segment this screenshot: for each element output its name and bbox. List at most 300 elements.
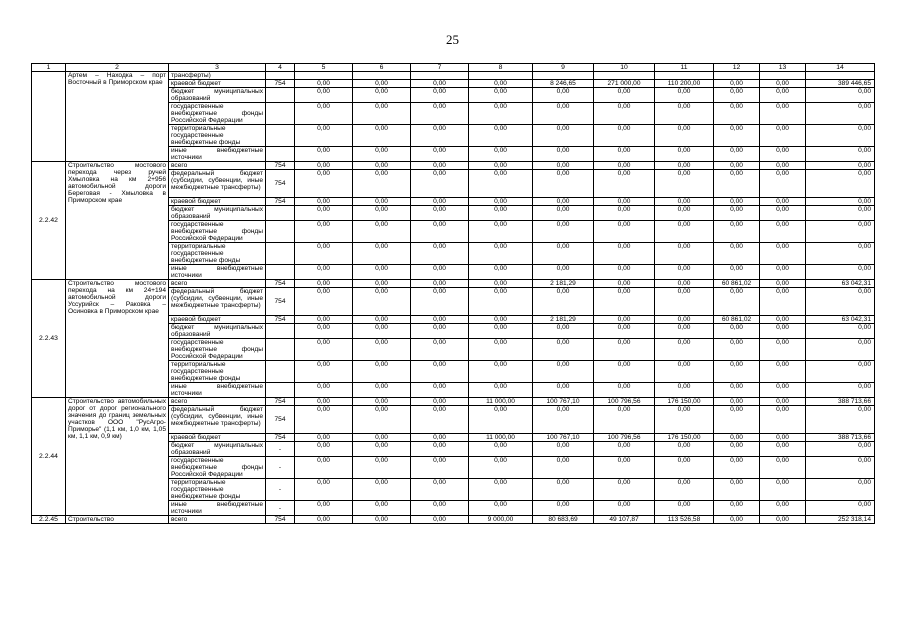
- amount-cell: 0,00: [760, 147, 806, 162]
- amount-cell: 0,00: [353, 265, 411, 280]
- amount-cell: 0,00: [353, 147, 411, 162]
- funding-source: федеральный бюджет (субсидии, субвенции, иные межбюджетные трансферты): [169, 288, 266, 316]
- column-4-value: 754: [266, 516, 295, 524]
- column-4-value: 754: [266, 170, 295, 198]
- amount-cell: 0,00: [714, 103, 760, 125]
- amount-cell: [714, 72, 760, 80]
- amount-cell: 2 181,29: [533, 280, 594, 288]
- amount-cell: [760, 72, 806, 80]
- amount-cell: 0,00: [714, 198, 760, 206]
- amount-cell: 0,00: [760, 457, 806, 479]
- amount-cell: 0,00: [411, 243, 469, 265]
- amount-cell: 0,00: [353, 406, 411, 434]
- amount-cell: 0,00: [760, 479, 806, 501]
- amount-cell: [469, 72, 533, 80]
- amount-cell: [655, 72, 714, 80]
- column-number-7: 7: [411, 64, 469, 72]
- amount-cell: 0,00: [760, 243, 806, 265]
- amount-cell: 0,00: [411, 501, 469, 516]
- amount-cell: 0,00: [469, 162, 533, 170]
- amount-cell: 0,00: [655, 221, 714, 243]
- amount-cell: 0,00: [594, 457, 655, 479]
- amount-cell: 0,00: [594, 125, 655, 147]
- amount-cell: 0,00: [469, 361, 533, 383]
- amount-cell: 0,00: [411, 406, 469, 434]
- amount-cell: 0,00: [594, 324, 655, 339]
- item-code: 2.2.45: [32, 516, 66, 524]
- amount-cell: 0,00: [411, 206, 469, 221]
- amount-cell: 0,00: [806, 479, 875, 501]
- amount-cell: [353, 72, 411, 80]
- funding-source: всего: [169, 162, 266, 170]
- amount-cell: 0,00: [594, 339, 655, 361]
- amount-cell: 0,00: [594, 243, 655, 265]
- amount-cell: 0,00: [655, 457, 714, 479]
- amount-cell: 0,00: [295, 501, 353, 516]
- amount-cell: 0,00: [469, 198, 533, 206]
- column-4-value: [266, 88, 295, 103]
- funding-source: иные внебюджетные источники: [169, 265, 266, 280]
- column-4-value: -: [266, 442, 295, 457]
- funding-source: краевой бюджет: [169, 434, 266, 442]
- budget-table: [31, 63, 875, 524]
- amount-cell: 0,00: [760, 162, 806, 170]
- column-4-value: 754: [266, 316, 295, 324]
- amount-cell: 0,00: [411, 442, 469, 457]
- amount-cell: 0,00: [295, 147, 353, 162]
- amount-cell: 0,00: [760, 125, 806, 147]
- item-name: Строительство мостового перехода на км 24+194 автомобильной дороги Уссурийск – Раковка – Осиновка в Приморском крае: [66, 280, 169, 398]
- amount-cell: 0,00: [295, 288, 353, 316]
- amount-cell: 0,00: [411, 125, 469, 147]
- funding-source: иные внебюджетные источники: [169, 501, 266, 516]
- amount-cell: 0,00: [533, 88, 594, 103]
- column-4-value: 754: [266, 434, 295, 442]
- column-4-value: -: [266, 501, 295, 516]
- amount-cell: 11 000,00: [469, 434, 533, 442]
- amount-cell: 0,00: [295, 457, 353, 479]
- column-4-value: [266, 324, 295, 339]
- funding-source: бюджет муниципальных образований: [169, 442, 266, 457]
- item-code: 2.2.43: [32, 280, 66, 398]
- amount-cell: 0,00: [714, 170, 760, 198]
- amount-cell: 0,00: [655, 339, 714, 361]
- amount-cell: 0,00: [411, 516, 469, 524]
- amount-cell: 0,00: [760, 501, 806, 516]
- amount-cell: 63 042,31: [806, 280, 875, 288]
- amount-cell: 0,00: [806, 147, 875, 162]
- amount-cell: 0,00: [353, 288, 411, 316]
- amount-cell: 49 107,87: [594, 516, 655, 524]
- amount-cell: 0,00: [295, 479, 353, 501]
- amount-cell: 0,00: [353, 361, 411, 383]
- amount-cell: 0,00: [533, 206, 594, 221]
- amount-cell: 0,00: [533, 221, 594, 243]
- column-4-value: 754: [266, 406, 295, 434]
- amount-cell: 0,00: [806, 206, 875, 221]
- amount-cell: 0,00: [353, 88, 411, 103]
- amount-cell: 0,00: [353, 162, 411, 170]
- amount-cell: 0,00: [714, 501, 760, 516]
- amount-cell: 8 246,65: [533, 80, 594, 88]
- amount-cell: 0,00: [655, 162, 714, 170]
- amount-cell: 0,00: [806, 501, 875, 516]
- funding-source: бюджет муниципальных образований: [169, 206, 266, 221]
- column-4-value: [266, 361, 295, 383]
- amount-cell: 0,00: [806, 221, 875, 243]
- amount-cell: 0,00: [714, 265, 760, 280]
- amount-cell: 0,00: [469, 280, 533, 288]
- amount-cell: 0,00: [295, 280, 353, 288]
- amount-cell: [295, 72, 353, 80]
- column-4-value: 754: [266, 198, 295, 206]
- item-name: Строительство: [66, 516, 169, 524]
- amount-cell: 0,00: [760, 361, 806, 383]
- amount-cell: 0,00: [295, 88, 353, 103]
- amount-cell: 0,00: [411, 288, 469, 316]
- amount-cell: 0,00: [655, 88, 714, 103]
- amount-cell: 0,00: [295, 383, 353, 398]
- amount-cell: 0,00: [353, 125, 411, 147]
- amount-cell: 0,00: [594, 103, 655, 125]
- column-4-value: [266, 72, 295, 80]
- table-row: [32, 516, 875, 524]
- amount-cell: 0,00: [469, 88, 533, 103]
- amount-cell: 0,00: [469, 221, 533, 243]
- amount-cell: 0,00: [469, 442, 533, 457]
- column-number-2: 2: [66, 64, 169, 72]
- amount-cell: 0,00: [469, 125, 533, 147]
- funding-source: государственные внебюджетные фонды Российской Федерации: [169, 457, 266, 479]
- column-4-value: 754: [266, 398, 295, 406]
- amount-cell: 0,00: [760, 221, 806, 243]
- amount-cell: 0,00: [411, 198, 469, 206]
- amount-cell: 0,00: [411, 221, 469, 243]
- amount-cell: 0,00: [714, 457, 760, 479]
- amount-cell: 0,00: [533, 479, 594, 501]
- amount-cell: 0,00: [655, 170, 714, 198]
- amount-cell: 0,00: [411, 147, 469, 162]
- amount-cell: 0,00: [353, 501, 411, 516]
- amount-cell: 0,00: [411, 361, 469, 383]
- amount-cell: 100 767,10: [533, 434, 594, 442]
- amount-cell: 0,00: [411, 434, 469, 442]
- amount-cell: 0,00: [533, 162, 594, 170]
- amount-cell: 0,00: [714, 398, 760, 406]
- amount-cell: 0,00: [353, 479, 411, 501]
- amount-cell: 0,00: [806, 265, 875, 280]
- amount-cell: 0,00: [594, 280, 655, 288]
- amount-cell: 110 200,00: [655, 80, 714, 88]
- amount-cell: 0,00: [533, 406, 594, 434]
- amount-cell: 0,00: [806, 442, 875, 457]
- amount-cell: 113 526,58: [655, 516, 714, 524]
- column-4-value: [266, 243, 295, 265]
- funding-source: всего: [169, 280, 266, 288]
- amount-cell: 0,00: [760, 80, 806, 88]
- amount-cell: 0,00: [295, 125, 353, 147]
- amount-cell: 0,00: [594, 383, 655, 398]
- amount-cell: 0,00: [806, 125, 875, 147]
- amount-cell: 0,00: [469, 479, 533, 501]
- amount-cell: 0,00: [469, 103, 533, 125]
- amount-cell: 0,00: [655, 361, 714, 383]
- column-number-1: 1: [32, 64, 66, 72]
- amount-cell: 0,00: [411, 316, 469, 324]
- amount-cell: 0,00: [295, 324, 353, 339]
- column-4-value: 754: [266, 280, 295, 288]
- amount-cell: 0,00: [760, 324, 806, 339]
- amount-cell: 0,00: [760, 516, 806, 524]
- amount-cell: 0,00: [469, 265, 533, 280]
- amount-cell: 0,00: [594, 442, 655, 457]
- amount-cell: 0,00: [469, 288, 533, 316]
- amount-cell: 0,00: [353, 398, 411, 406]
- amount-cell: 0,00: [655, 147, 714, 162]
- amount-cell: 2 181,29: [533, 316, 594, 324]
- amount-cell: 0,00: [760, 206, 806, 221]
- amount-cell: 0,00: [533, 265, 594, 280]
- amount-cell: 0,00: [806, 103, 875, 125]
- table-row: [32, 72, 875, 80]
- amount-cell: 0,00: [411, 479, 469, 501]
- amount-cell: 0,00: [806, 88, 875, 103]
- amount-cell: 0,00: [533, 147, 594, 162]
- amount-cell: 0,00: [594, 162, 655, 170]
- amount-cell: 0,00: [295, 516, 353, 524]
- amount-cell: 0,00: [655, 316, 714, 324]
- amount-cell: 0,00: [714, 206, 760, 221]
- amount-cell: [533, 72, 594, 80]
- column-4-value: [266, 265, 295, 280]
- amount-cell: 60 861,02: [714, 316, 760, 324]
- amount-cell: 0,00: [806, 406, 875, 434]
- amount-cell: [806, 72, 875, 80]
- table-row: [32, 162, 875, 170]
- item-code: 2.2.44: [32, 398, 66, 516]
- amount-cell: 0,00: [714, 243, 760, 265]
- amount-cell: 0,00: [295, 339, 353, 361]
- amount-cell: 0,00: [353, 221, 411, 243]
- amount-cell: 0,00: [533, 383, 594, 398]
- column-number-10: 10: [594, 64, 655, 72]
- amount-cell: 0,00: [594, 198, 655, 206]
- table-row: [32, 398, 875, 406]
- amount-cell: 0,00: [806, 288, 875, 316]
- amount-cell: 0,00: [295, 206, 353, 221]
- funding-source: территориальные государственные внебюджетные фонды: [169, 125, 266, 147]
- column-4-value: [266, 147, 295, 162]
- amount-cell: 0,00: [353, 280, 411, 288]
- funding-source: территориальные государственные внебюджетные фонды: [169, 479, 266, 501]
- amount-cell: 0,00: [533, 243, 594, 265]
- column-4-value: 754: [266, 162, 295, 170]
- funding-source: иные внебюджетные источники: [169, 383, 266, 398]
- item-name: Артем – Находка – порт Восточный в Приморском крае: [66, 72, 169, 162]
- amount-cell: 0,00: [533, 125, 594, 147]
- amount-cell: [594, 72, 655, 80]
- funding-source: территориальные государственные внебюджетные фонды: [169, 243, 266, 265]
- amount-cell: 0,00: [411, 88, 469, 103]
- funding-source: всего: [169, 516, 266, 524]
- amount-cell: 0,00: [411, 162, 469, 170]
- amount-cell: 0,00: [469, 206, 533, 221]
- amount-cell: 0,00: [533, 457, 594, 479]
- column-number-8: 8: [469, 64, 533, 72]
- amount-cell: 0,00: [655, 406, 714, 434]
- page-number: 25: [446, 32, 459, 47]
- amount-cell: 0,00: [469, 383, 533, 398]
- amount-cell: 0,00: [295, 361, 353, 383]
- amount-cell: 0,00: [594, 479, 655, 501]
- amount-cell: 100 796,56: [594, 434, 655, 442]
- amount-cell: 0,00: [533, 288, 594, 316]
- amount-cell: 0,00: [533, 103, 594, 125]
- amount-cell: 388 713,66: [806, 434, 875, 442]
- amount-cell: 0,00: [469, 339, 533, 361]
- amount-cell: 11 000,00: [469, 398, 533, 406]
- amount-cell: 0,00: [295, 406, 353, 434]
- amount-cell: 0,00: [295, 103, 353, 125]
- amount-cell: 0,00: [469, 324, 533, 339]
- amount-cell: 0,00: [760, 103, 806, 125]
- amount-cell: 0,00: [806, 170, 875, 198]
- amount-cell: 0,00: [295, 80, 353, 88]
- amount-cell: 0,00: [760, 383, 806, 398]
- amount-cell: 271 000,00: [594, 80, 655, 88]
- amount-cell: 0,00: [594, 88, 655, 103]
- funding-source: бюджет муниципальных образований: [169, 324, 266, 339]
- amount-cell: 0,00: [594, 206, 655, 221]
- column-number-13: 13: [760, 64, 806, 72]
- amount-cell: 0,00: [760, 88, 806, 103]
- amount-cell: 0,00: [411, 398, 469, 406]
- amount-cell: 0,00: [655, 280, 714, 288]
- column-number-6: 6: [353, 64, 411, 72]
- amount-cell: 0,00: [655, 501, 714, 516]
- amount-cell: 0,00: [714, 479, 760, 501]
- column-4-value: [266, 339, 295, 361]
- amount-cell: 0,00: [411, 457, 469, 479]
- amount-cell: 0,00: [533, 501, 594, 516]
- amount-cell: 60 861,02: [714, 280, 760, 288]
- funding-source: государственные внебюджетные фонды Российской Федерации: [169, 103, 266, 125]
- amount-cell: 0,00: [469, 501, 533, 516]
- amount-cell: 0,00: [469, 170, 533, 198]
- amount-cell: 0,00: [806, 243, 875, 265]
- amount-cell: 0,00: [353, 339, 411, 361]
- amount-cell: 0,00: [655, 103, 714, 125]
- amount-cell: 0,00: [714, 288, 760, 316]
- amount-cell: 0,00: [806, 162, 875, 170]
- column-number-5: 5: [295, 64, 353, 72]
- amount-cell: [411, 72, 469, 80]
- amount-cell: 0,00: [760, 280, 806, 288]
- column-4-value: 754: [266, 80, 295, 88]
- amount-cell: 0,00: [469, 243, 533, 265]
- amount-cell: 0,00: [714, 324, 760, 339]
- amount-cell: 0,00: [353, 383, 411, 398]
- amount-cell: 0,00: [295, 442, 353, 457]
- amount-cell: 0,00: [411, 280, 469, 288]
- amount-cell: 0,00: [411, 265, 469, 280]
- amount-cell: 389 446,65: [806, 80, 875, 88]
- amount-cell: 0,00: [353, 324, 411, 339]
- amount-cell: 0,00: [533, 339, 594, 361]
- column-4-value: [266, 221, 295, 243]
- amount-cell: 0,00: [594, 147, 655, 162]
- item-name: Строительство автомобильных дорог от дорог регионального значения до границ земельных участков ООО "РусАгро-Приморье" (1,1 км, 1,0 км, 1,05 км, 1,1 км, 0,9 км): [66, 398, 169, 516]
- amount-cell: 0,00: [760, 434, 806, 442]
- amount-cell: 0,00: [533, 324, 594, 339]
- amount-cell: 0,00: [594, 406, 655, 434]
- amount-cell: 0,00: [353, 198, 411, 206]
- amount-cell: 0,00: [469, 316, 533, 324]
- amount-cell: 0,00: [714, 80, 760, 88]
- amount-cell: 0,00: [655, 265, 714, 280]
- column-number-14: 14: [806, 64, 875, 72]
- amount-cell: 0,00: [760, 170, 806, 198]
- amount-cell: 0,00: [714, 361, 760, 383]
- amount-cell: 0,00: [655, 383, 714, 398]
- column-number-12: 12: [714, 64, 760, 72]
- amount-cell: 0,00: [594, 170, 655, 198]
- amount-cell: 176 150,00: [655, 398, 714, 406]
- amount-cell: 0,00: [806, 457, 875, 479]
- item-code: [32, 72, 66, 162]
- amount-cell: 0,00: [714, 147, 760, 162]
- amount-cell: 0,00: [594, 221, 655, 243]
- amount-cell: 0,00: [655, 324, 714, 339]
- funding-source: государственные внебюджетные фонды Российской Федерации: [169, 339, 266, 361]
- funding-source: трансферты): [169, 72, 266, 80]
- funding-source: краевой бюджет: [169, 80, 266, 88]
- column-number-9: 9: [533, 64, 594, 72]
- amount-cell: 0,00: [295, 221, 353, 243]
- amount-cell: 252 318,14: [806, 516, 875, 524]
- amount-cell: 0,00: [806, 198, 875, 206]
- column-number-4: 4: [266, 64, 295, 72]
- amount-cell: 0,00: [295, 162, 353, 170]
- amount-cell: 0,00: [655, 442, 714, 457]
- amount-cell: 0,00: [533, 198, 594, 206]
- amount-cell: 0,00: [411, 339, 469, 361]
- amount-cell: 0,00: [411, 383, 469, 398]
- amount-cell: 0,00: [655, 206, 714, 221]
- funding-source: краевой бюджет: [169, 198, 266, 206]
- amount-cell: 0,00: [714, 221, 760, 243]
- amount-cell: 0,00: [411, 324, 469, 339]
- amount-cell: 0,00: [353, 457, 411, 479]
- item-name: Строительство мостового перехода через ручей Хмыловка на км 2+956 автомобильной дороги Береговая - Хмыловка в Приморском крае: [66, 162, 169, 280]
- amount-cell: 0,00: [760, 339, 806, 361]
- amount-cell: 176 150,00: [655, 434, 714, 442]
- amount-cell: 0,00: [714, 516, 760, 524]
- amount-cell: 0,00: [594, 265, 655, 280]
- amount-cell: 0,00: [594, 316, 655, 324]
- amount-cell: 0,00: [655, 198, 714, 206]
- funding-source: бюджет муниципальных образований: [169, 88, 266, 103]
- amount-cell: 0,00: [806, 383, 875, 398]
- amount-cell: 0,00: [353, 316, 411, 324]
- amount-cell: 0,00: [714, 125, 760, 147]
- amount-cell: 0,00: [469, 80, 533, 88]
- amount-cell: 0,00: [760, 316, 806, 324]
- amount-cell: 0,00: [714, 88, 760, 103]
- amount-cell: 0,00: [295, 316, 353, 324]
- amount-cell: 0,00: [760, 442, 806, 457]
- amount-cell: 0,00: [353, 170, 411, 198]
